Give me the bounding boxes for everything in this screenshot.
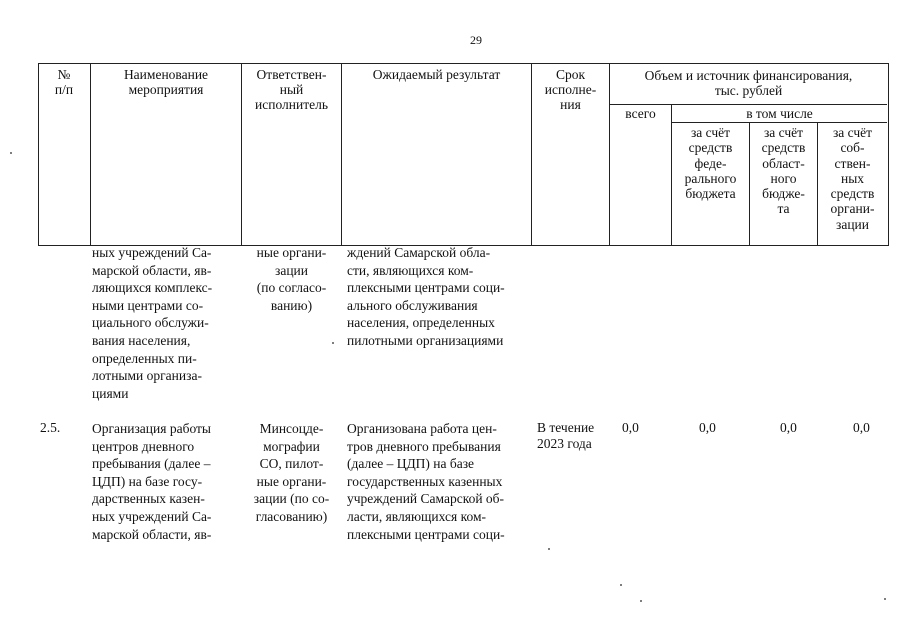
- divider: [671, 104, 672, 245]
- row-regional: 0,0: [780, 420, 797, 435]
- continuation-responsible: ные органи- зации (по согласо- ванию): [256, 245, 327, 313]
- row-term: В течение 2023 года: [537, 420, 595, 451]
- header-name: Наименование мероприятия: [123, 67, 209, 97]
- row-responsible: Минсоцде- мографии СО, пилот- ные органи- зации (по со- гласованию): [253, 421, 330, 524]
- header-responsible: Ответствен- ный исполнитель: [255, 67, 328, 112]
- divider: [341, 63, 342, 245]
- scan-speck: [884, 598, 886, 600]
- header-total: всего: [625, 106, 656, 121]
- divider: [817, 122, 818, 245]
- header-result: Ожидаемый результат: [372, 67, 501, 82]
- divider: [531, 63, 532, 245]
- header-federal: за счёт средств феде- рального бюджета: [684, 125, 737, 202]
- scan-speck: [10, 152, 12, 154]
- scan-speck: [332, 342, 334, 344]
- header-regional: за счёт средств област- ного бюдже- та: [761, 125, 806, 217]
- divider: [241, 63, 242, 245]
- continuation-result: ждений Самарской обла- сти, являющихся ком- плексными центрами соци- ального обслуживания населения, определенных пилотными организациями: [347, 245, 505, 348]
- divider: [749, 122, 750, 245]
- divider: [609, 104, 887, 105]
- divider: [90, 63, 91, 245]
- scan-speck: [640, 600, 642, 602]
- row-number: 2.5.: [40, 420, 61, 435]
- divider: [671, 122, 887, 123]
- row-own: 0,0: [853, 420, 870, 435]
- header-own: за счёт соб- ствен- ных средств органи- зации: [830, 125, 875, 232]
- page-number: 29: [470, 33, 482, 47]
- scan-speck: [620, 584, 622, 586]
- row-result: Организована работа цен- тров дневного пребывания (далее – ЦДП) на базе государственных казенных учреждений Самарской об- ласти, являющихся ком- плексными центрами соци-: [347, 421, 505, 542]
- header-term: Срок исполне- ния: [544, 67, 597, 112]
- header-including: в том числе: [746, 106, 813, 121]
- continuation-name: ных учреждений Са- марской области, яв- ляющихся комплекс- ными центрами со- циального обслужи- вания населения, определенных пи- лотными организа- циями: [92, 245, 213, 401]
- row-federal: 0,0: [699, 420, 716, 435]
- header-finance: Объем и источник финансирования, тыс. рублей: [644, 68, 853, 98]
- row-total: 0,0: [622, 420, 639, 435]
- header-number: № п/п: [54, 67, 74, 97]
- row-name: Организация работы центров дневного пребывания (далее – ЦДП) на базе госу- дарственных казен- ных учреждений Са- марской области, яв-: [92, 421, 212, 542]
- scan-speck: [548, 548, 550, 550]
- divider: [609, 63, 610, 245]
